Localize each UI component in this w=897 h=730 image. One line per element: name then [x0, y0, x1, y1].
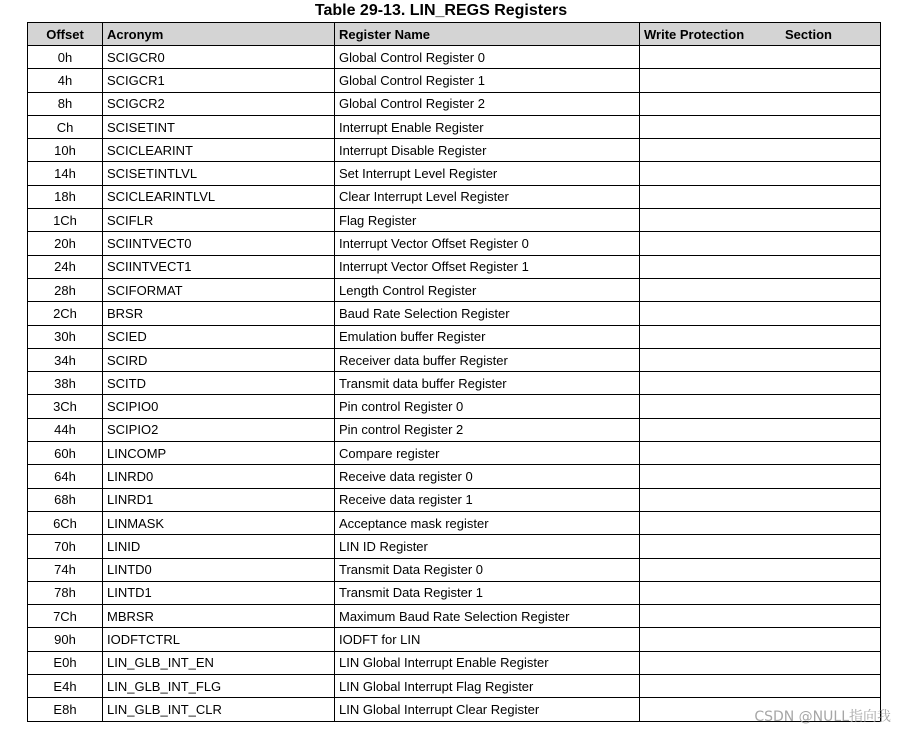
cell-offset: 70h	[28, 535, 103, 558]
cell-acronym: SCITD	[103, 372, 335, 395]
cell-acronym: SCIFORMAT	[103, 278, 335, 301]
cell-write-protection	[640, 488, 780, 511]
table-row	[28, 255, 881, 278]
column-header-acronym: Acronym	[103, 23, 335, 46]
cell-register-name: Receiver data buffer Register	[335, 348, 640, 371]
table-row	[28, 628, 881, 651]
cell-write-protection	[640, 511, 780, 534]
cell-acronym: BRSR	[103, 302, 335, 325]
cell-write-protection	[640, 209, 780, 232]
column-header-section: Section	[779, 23, 881, 46]
watermark: CSDN @NULL指向我	[754, 709, 891, 725]
cell-register-name: Length Control Register	[335, 278, 640, 301]
cell-write-protection	[640, 372, 780, 395]
cell-section	[779, 302, 881, 325]
cell-write-protection	[640, 325, 780, 348]
cell-acronym: LIN_GLB_INT_FLG	[103, 675, 335, 698]
cell-section	[779, 558, 881, 581]
table-row	[28, 325, 881, 348]
cell-write-protection	[640, 278, 780, 301]
cell-register-name: Set Interrupt Level Register	[335, 162, 640, 185]
cell-acronym: SCISETINT	[103, 115, 335, 138]
cell-write-protection	[640, 302, 780, 325]
cell-acronym: SCIGCR1	[103, 69, 335, 92]
cell-section	[779, 348, 881, 371]
cell-offset: 68h	[28, 488, 103, 511]
cell-acronym: SCIED	[103, 325, 335, 348]
cell-section	[779, 162, 881, 185]
table-row	[28, 348, 881, 371]
cell-acronym: IODFTCTRL	[103, 628, 335, 651]
cell-offset: 10h	[28, 139, 103, 162]
cell-section	[779, 92, 881, 115]
cell-register-name: Clear Interrupt Level Register	[335, 185, 640, 208]
table-row	[28, 651, 881, 674]
cell-offset: 2Ch	[28, 302, 103, 325]
table-row	[28, 558, 881, 581]
column-header-write-protection: Write Protection	[640, 23, 780, 46]
cell-offset: E4h	[28, 675, 103, 698]
table-row	[28, 139, 881, 162]
column-header-offset: Offset	[28, 23, 103, 46]
cell-acronym: LINMASK	[103, 511, 335, 534]
cell-write-protection	[640, 558, 780, 581]
cell-section	[779, 115, 881, 138]
cell-register-name: Pin control Register 0	[335, 395, 640, 418]
cell-section	[779, 581, 881, 604]
cell-acronym: LINRD0	[103, 465, 335, 488]
cell-write-protection	[640, 185, 780, 208]
cell-acronym: LIN_GLB_INT_EN	[103, 651, 335, 674]
cell-write-protection	[640, 418, 780, 441]
cell-write-protection	[640, 465, 780, 488]
table-row	[28, 511, 881, 534]
cell-acronym: MBRSR	[103, 605, 335, 628]
table-row	[28, 115, 881, 138]
cell-write-protection	[640, 442, 780, 465]
cell-offset: 1Ch	[28, 209, 103, 232]
cell-acronym: SCIFLR	[103, 209, 335, 232]
cell-register-name: Transmit Data Register 0	[335, 558, 640, 581]
cell-register-name: Interrupt Vector Offset Register 1	[335, 255, 640, 278]
cell-section	[779, 418, 881, 441]
cell-section	[779, 372, 881, 395]
table-row	[28, 302, 881, 325]
cell-register-name: Interrupt Vector Offset Register 0	[335, 232, 640, 255]
cell-register-name: Acceptance mask register	[335, 511, 640, 534]
cell-section	[779, 605, 881, 628]
cell-register-name: Global Control Register 1	[335, 69, 640, 92]
cell-acronym: LINTD1	[103, 581, 335, 604]
cell-acronym: LINTD0	[103, 558, 335, 581]
cell-section	[779, 69, 881, 92]
cell-acronym: SCIPIO2	[103, 418, 335, 441]
table-row	[28, 278, 881, 301]
cell-acronym: LINID	[103, 535, 335, 558]
cell-register-name: Compare register	[335, 442, 640, 465]
cell-offset: 3Ch	[28, 395, 103, 418]
cell-register-name: LIN Global Interrupt Clear Register	[335, 698, 640, 721]
cell-offset: 38h	[28, 372, 103, 395]
cell-register-name: IODFT for LIN	[335, 628, 640, 651]
cell-offset: 18h	[28, 185, 103, 208]
cell-register-name: Global Control Register 0	[335, 46, 640, 69]
cell-section	[779, 651, 881, 674]
cell-section	[779, 675, 881, 698]
cell-write-protection	[640, 675, 780, 698]
cell-write-protection	[640, 115, 780, 138]
cell-acronym: LINCOMP	[103, 442, 335, 465]
table-row	[28, 581, 881, 604]
cell-acronym: SCICLEARINTLVL	[103, 185, 335, 208]
cell-register-name: Interrupt Enable Register	[335, 115, 640, 138]
cell-write-protection	[640, 395, 780, 418]
cell-write-protection	[640, 605, 780, 628]
table-row	[28, 46, 881, 69]
table-row	[28, 698, 881, 721]
cell-write-protection	[640, 535, 780, 558]
cell-write-protection	[640, 232, 780, 255]
cell-section	[779, 628, 881, 651]
table-row	[28, 535, 881, 558]
cell-register-name: Receive data register 1	[335, 488, 640, 511]
cell-acronym: SCIGCR2	[103, 92, 335, 115]
cell-write-protection	[640, 162, 780, 185]
cell-offset: 14h	[28, 162, 103, 185]
cell-write-protection	[640, 255, 780, 278]
table-row	[28, 232, 881, 255]
cell-register-name: Interrupt Disable Register	[335, 139, 640, 162]
cell-offset: 74h	[28, 558, 103, 581]
cell-offset: E8h	[28, 698, 103, 721]
cell-offset: 90h	[28, 628, 103, 651]
table-title: Table 29-13. LIN_REGS Registers	[314, 2, 568, 19]
cell-section	[779, 232, 881, 255]
cell-register-name: Maximum Baud Rate Selection Register	[335, 605, 640, 628]
cell-offset: 34h	[28, 348, 103, 371]
cell-offset: 24h	[28, 255, 103, 278]
cell-section	[779, 46, 881, 69]
cell-section	[779, 511, 881, 534]
cell-acronym: SCIINTVECT0	[103, 232, 335, 255]
cell-write-protection	[640, 46, 780, 69]
table-row	[28, 488, 881, 511]
cell-offset: 4h	[28, 69, 103, 92]
cell-offset: 60h	[28, 442, 103, 465]
cell-offset: 0h	[28, 46, 103, 69]
cell-offset: 8h	[28, 92, 103, 115]
table-row	[28, 675, 881, 698]
cell-write-protection	[640, 581, 780, 604]
cell-register-name: LIN Global Interrupt Flag Register	[335, 675, 640, 698]
cell-write-protection	[640, 139, 780, 162]
cell-register-name: Flag Register	[335, 209, 640, 232]
column-header-register-name: Register Name	[335, 23, 640, 46]
cell-acronym: SCIRD	[103, 348, 335, 371]
table-row	[28, 442, 881, 465]
cell-offset: 6Ch	[28, 511, 103, 534]
cell-register-name: Transmit Data Register 1	[335, 581, 640, 604]
cell-acronym: SCISETINTLVL	[103, 162, 335, 185]
cell-offset: 44h	[28, 418, 103, 441]
cell-register-name: Global Control Register 2	[335, 92, 640, 115]
cell-offset: E0h	[28, 651, 103, 674]
cell-register-name: LIN Global Interrupt Enable Register	[335, 651, 640, 674]
cell-section	[779, 465, 881, 488]
cell-write-protection	[640, 69, 780, 92]
cell-acronym: SCIPIO0	[103, 395, 335, 418]
table-row	[28, 69, 881, 92]
cell-write-protection	[640, 348, 780, 371]
table-header-row	[28, 23, 881, 46]
cell-register-name: Transmit data buffer Register	[335, 372, 640, 395]
table-row	[28, 185, 881, 208]
table-row	[28, 372, 881, 395]
table-row	[28, 209, 881, 232]
table-row	[28, 92, 881, 115]
cell-offset: 28h	[28, 278, 103, 301]
cell-register-name: Emulation buffer Register	[335, 325, 640, 348]
cell-offset: 78h	[28, 581, 103, 604]
cell-section	[779, 139, 881, 162]
table-row	[28, 418, 881, 441]
cell-write-protection	[640, 628, 780, 651]
cell-register-name: Baud Rate Selection Register	[335, 302, 640, 325]
cell-offset: 7Ch	[28, 605, 103, 628]
table-row	[28, 605, 881, 628]
cell-section	[779, 488, 881, 511]
cell-section	[779, 185, 881, 208]
table-row	[28, 395, 881, 418]
cell-offset: 30h	[28, 325, 103, 348]
cell-write-protection	[640, 651, 780, 674]
cell-register-name: LIN ID Register	[335, 535, 640, 558]
cell-section	[779, 395, 881, 418]
registers-table	[27, 22, 881, 722]
cell-section	[779, 535, 881, 558]
cell-acronym: SCIGCR0	[103, 46, 335, 69]
cell-register-name: Pin control Register 2	[335, 418, 640, 441]
table-row	[28, 465, 881, 488]
cell-write-protection	[640, 92, 780, 115]
cell-acronym: SCICLEARINT	[103, 139, 335, 162]
table-row	[28, 162, 881, 185]
cell-section	[779, 442, 881, 465]
cell-section	[779, 255, 881, 278]
cell-acronym: SCIINTVECT1	[103, 255, 335, 278]
cell-offset: 20h	[28, 232, 103, 255]
cell-section	[779, 209, 881, 232]
cell-register-name: Receive data register 0	[335, 465, 640, 488]
cell-section	[779, 325, 881, 348]
table-body	[28, 46, 881, 722]
cell-section	[779, 278, 881, 301]
cell-offset: 64h	[28, 465, 103, 488]
cell-offset: Ch	[28, 115, 103, 138]
cell-acronym: LINRD1	[103, 488, 335, 511]
cell-acronym: LIN_GLB_INT_CLR	[103, 698, 335, 721]
